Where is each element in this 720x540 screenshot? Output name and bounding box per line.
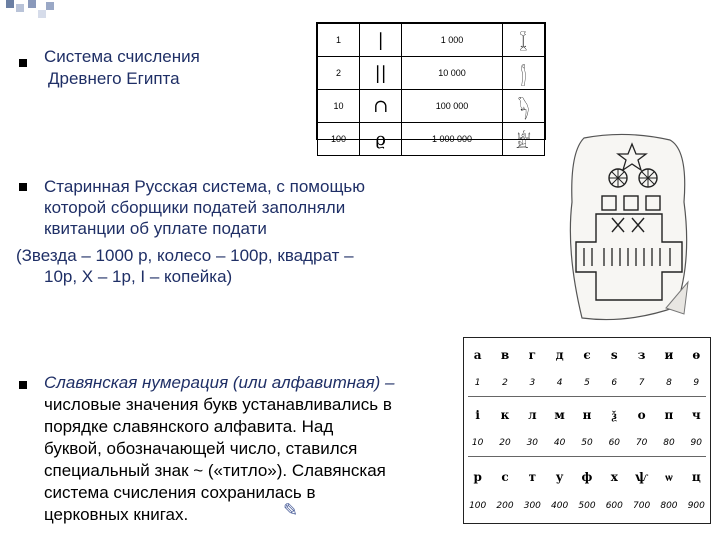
numbers-row-units <box>464 378 710 388</box>
hieroglyph-tadpole: 𓆐 <box>502 90 544 123</box>
row-divider <box>468 456 706 457</box>
number-cell: 800 <box>660 501 678 511</box>
slavic-lead-rest: (или алфавитная) – <box>228 373 395 392</box>
row-divider <box>468 396 706 397</box>
tally-tablet-image <box>566 132 692 328</box>
slavic-line3: порядке славянского алфавита. Над <box>44 417 334 436</box>
letter-cell: ц <box>691 470 701 484</box>
slavic-term: Славянская нумерация <box>44 373 229 392</box>
number-cell: 7 <box>638 378 645 388</box>
bullet-russian <box>19 183 27 191</box>
number-cell: 1 000 <box>402 24 502 57</box>
letter-cell: г <box>528 348 536 362</box>
letters-row-tens <box>464 408 710 423</box>
letter-cell: і <box>475 408 480 422</box>
number-cell: 700 <box>633 501 651 511</box>
slavic-line7: церковных книгах. <box>44 505 189 524</box>
number-cell: 10 <box>471 438 484 448</box>
bullet-slavic <box>19 381 27 389</box>
hieroglyph-stroke: | <box>360 24 402 57</box>
numbers-row-tens <box>464 438 710 448</box>
slavic-line6: система счисления сохранилась в <box>44 483 316 502</box>
letter-cell: д <box>555 348 564 362</box>
corner-square <box>28 0 36 8</box>
number-cell: 20 <box>499 438 511 448</box>
letter-cell: т <box>528 470 537 484</box>
number-cell: 70 <box>635 438 648 448</box>
number-cell: 200 <box>496 501 514 511</box>
corner-decoration <box>0 0 60 40</box>
letter-cell: р <box>473 470 482 484</box>
number-cell: 1 000 000 <box>402 123 502 156</box>
number-cell: 40 <box>553 438 566 448</box>
egypt-title-line1: Система счисления <box>44 47 200 66</box>
number-cell: 10 000 <box>402 57 502 90</box>
hieroglyph-lotus: 𓆼 <box>502 24 544 57</box>
russian-line1: Старинная Русская система, с помощью <box>44 177 366 196</box>
hieroglyph-two-strokes: || <box>360 57 402 90</box>
number-cell: 600 <box>605 501 623 511</box>
number-cell: 30 <box>526 438 539 448</box>
corner-square <box>46 2 54 10</box>
slavic-numerals-table <box>463 337 711 524</box>
table-row <box>318 90 545 123</box>
number-cell: 400 <box>551 501 569 511</box>
letter-cell: ѡ <box>665 470 673 484</box>
letter-cell: ѕ <box>610 348 618 362</box>
letter-cell: ф <box>581 470 593 484</box>
letter-cell: ч <box>691 408 701 422</box>
number-cell: 8 <box>666 378 672 388</box>
egypt-numerals-table <box>316 22 546 153</box>
letter-cell: к <box>500 408 510 422</box>
letter-cell: м <box>554 408 565 422</box>
letter-cell: ѯ <box>611 408 617 422</box>
letter-cell: с <box>501 470 509 484</box>
number-cell: 2 <box>502 378 508 388</box>
number-cell: 100 <box>469 501 487 511</box>
letter-cell: п <box>664 408 674 422</box>
letter-cell: н <box>582 408 592 422</box>
slavic-line5: специальный знак ~ («титло»). Славянская <box>44 461 386 480</box>
letter-cell: з <box>637 348 646 362</box>
slavic-line4: буквой, обозначающей число, ставился <box>44 439 358 458</box>
russian-line2: которой сборщики податей заполняли <box>44 198 346 217</box>
number-cell: 100 <box>318 123 360 156</box>
number-cell: 6 <box>611 378 618 388</box>
number-cell: 500 <box>578 501 596 511</box>
letter-cell: л <box>528 408 537 422</box>
number-cell: 10 <box>318 90 360 123</box>
letter-cell: є <box>583 348 591 362</box>
number-cell: 100 000 <box>402 90 502 123</box>
number-cell: 50 <box>581 438 593 448</box>
number-cell: 4 <box>556 378 563 388</box>
number-cell: 300 <box>523 501 541 511</box>
corner-square <box>16 4 24 12</box>
russian-line4: (Звезда – 1000 р, колесо – 100р, квадрат – <box>16 246 354 265</box>
letter-cell: у <box>555 470 564 484</box>
letter-cell: а <box>473 348 482 362</box>
number-cell: 60 <box>608 438 621 448</box>
numbers-row-hundreds <box>464 501 710 511</box>
letter-cell: ѱ <box>634 470 649 484</box>
number-cell: 5 <box>584 378 590 388</box>
egypt-title-line2: Древнего Египта <box>48 69 180 88</box>
letter-cell: х <box>610 470 618 484</box>
number-cell: 9 <box>693 378 700 388</box>
number-cell: 1 <box>318 24 360 57</box>
corner-square <box>38 10 46 18</box>
hieroglyph-arch: ∩ <box>360 90 402 123</box>
number-cell: 2 <box>318 57 360 90</box>
hieroglyph-man: 𓁨 <box>502 123 544 156</box>
table-row <box>318 24 545 57</box>
corner-square <box>6 0 14 8</box>
letter-cell: в <box>500 348 510 362</box>
number-cell: 80 <box>663 438 675 448</box>
number-cell: 900 <box>687 501 705 511</box>
pencil-link-icon[interactable]: ✎ <box>283 500 299 520</box>
number-cell: 1 <box>474 378 481 388</box>
letters-row-hundreds <box>464 470 710 485</box>
letters-row-units <box>464 348 710 362</box>
russian-line3: квитанции об уплате подати <box>44 219 267 238</box>
table-row <box>318 123 545 156</box>
russian-line5: 10р, Х – 1р, I – копейка) <box>44 267 233 286</box>
letter-cell: и <box>664 348 674 362</box>
letter-cell: о <box>637 408 646 422</box>
hieroglyph-finger: 𓂭 <box>502 57 544 90</box>
hieroglyph-rope: ϱ <box>360 123 402 156</box>
number-cell: 90 <box>690 438 702 448</box>
slavic-line2: числовые значения букв устанавливались в <box>44 395 392 414</box>
number-cell: 3 <box>529 378 536 388</box>
letter-cell: ѳ <box>692 348 701 362</box>
bullet-egypt <box>19 59 27 67</box>
slavic-line1 <box>44 373 395 393</box>
table-row <box>318 57 545 90</box>
